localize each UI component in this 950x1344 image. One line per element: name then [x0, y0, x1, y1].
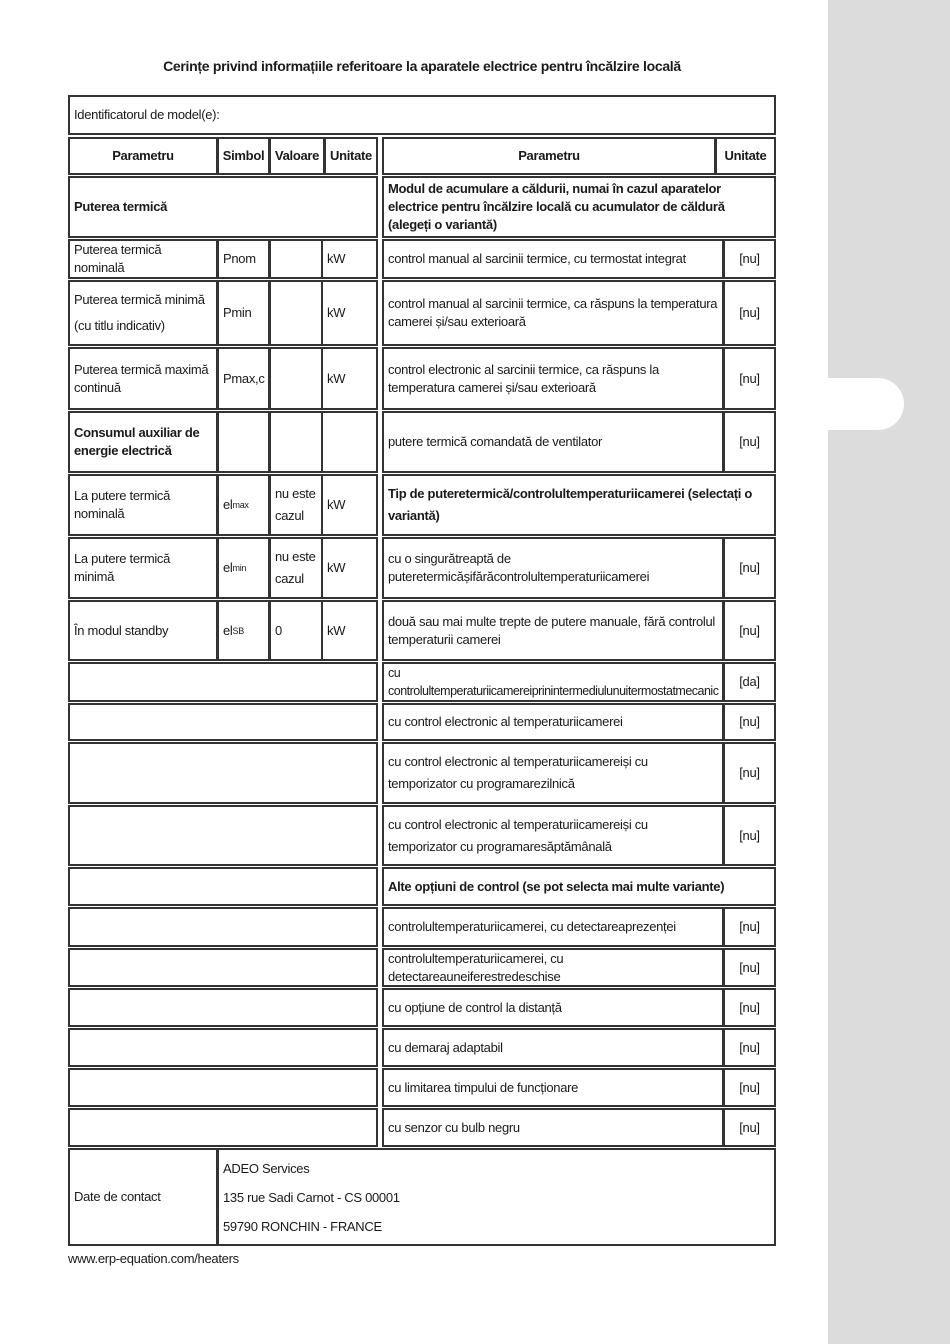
contact-line-company: ADEO Services [223, 1160, 310, 1176]
control-option-label: cu control electronic al temperaturiicamereiși cu temporizator cu programaresăptămânală [382, 805, 724, 866]
aux-standby-symbol-subscript: SB [232, 625, 244, 636]
maximum-heat-output-unit: kW [321, 347, 378, 410]
storage-option-label: control manual al sarcinii termice, cu termostat integrat [382, 239, 724, 279]
auxiliary-consumption-heading: Consumul auxiliar de energie electrică [68, 411, 218, 473]
aux-standby-unit: kW [321, 600, 378, 661]
maximum-heat-output-symbol: Pmax,c [217, 347, 270, 410]
minimum-heat-output-value [269, 280, 325, 346]
other-option-value: [nu] [723, 1068, 776, 1107]
control-option-value: [nu] [723, 537, 776, 599]
control-option-value: [nu] [723, 805, 776, 866]
aux-minimum-value: nu este cazul [269, 537, 325, 599]
control-option-label: cu controlultemperaturiicamereiprinintermediulunuitermostatmecanic [382, 662, 724, 702]
storage-option-value: [nu] [723, 411, 776, 473]
heat-output-heading: Puterea termică [68, 176, 378, 238]
empty-left-cell [68, 867, 378, 906]
empty-left-cell [68, 1028, 378, 1067]
document-title: Cerințe privind informațiile referitoare la aparatele electrice pentru încălzire locală [163, 58, 681, 74]
minimum-heat-output-symbol: Pmin [217, 280, 270, 346]
other-option-value: [nu] [723, 1028, 776, 1067]
empty-left-cell [68, 948, 378, 987]
empty-left-cell [68, 662, 378, 702]
maximum-heat-output-value [269, 347, 325, 410]
model-identifier-label: Identificatorul de model(e): [74, 107, 220, 122]
empty-left-cell [68, 742, 378, 804]
storage-option-label: control electronic al sarcinii termice, ca răspuns la temperatura camerei și/sau exterioară [382, 347, 724, 410]
minimum-heat-output-unit: kW [321, 280, 378, 346]
other-option-value: [nu] [723, 948, 776, 987]
storage-option-value: [nu] [723, 239, 776, 279]
control-option-label: cu control electronic al temperaturiicamereiși cu temporizator cu programarezilnică [382, 742, 724, 804]
empty-left-cell [68, 1108, 378, 1147]
nominal-heat-output-symbol: Pnom [217, 239, 270, 279]
control-option-label: cu o singurătreaptă de puteretermicășifărăcontrolultemperaturiicamerei [382, 537, 724, 599]
storage-option-value: [nu] [723, 347, 776, 410]
other-option-label: cu demaraj adaptabil [382, 1028, 724, 1067]
other-option-value: [nu] [723, 907, 776, 947]
aux-standby-value: 0 [269, 600, 325, 661]
aux-minimum-label: La putere termică minimă [68, 537, 218, 599]
other-option-label: cu senzor cu bulb negru [382, 1108, 724, 1147]
control-option-value: [nu] [723, 703, 776, 741]
contact-details [217, 1148, 776, 1246]
other-control-heading: Alte opțiuni de control (se pot selecta mai multe variante) [382, 867, 776, 906]
storage-option-label: putere termică comandată de ventilator [382, 411, 724, 473]
page-margin-sidebar [828, 0, 950, 1344]
maximum-heat-output-label: Puterea termică maximă continuă [68, 347, 218, 410]
aux-nominal-symbol-subscript: max [232, 500, 249, 510]
nominal-heat-output-unit: kW [321, 239, 378, 279]
contact-label: Date de contact [68, 1148, 218, 1246]
empty-left-cell [68, 703, 378, 741]
model-identifier-row [68, 95, 776, 135]
control-option-label: cu control electronic al temperaturiicamerei [382, 703, 724, 741]
aux-standby-symbol: el SB [217, 600, 270, 661]
header-value: Valoare [269, 137, 325, 175]
other-option-value: [nu] [723, 988, 776, 1027]
empty-left-cell [68, 907, 378, 947]
other-option-value: [nu] [723, 1108, 776, 1147]
other-option-label: cu limitarea timpului de funcționare [382, 1068, 724, 1107]
auxiliary-unit-cell [321, 411, 378, 473]
empty-left-cell [68, 988, 378, 1027]
auxiliary-symbol-cell [217, 411, 270, 473]
empty-left-cell [68, 1068, 378, 1107]
control-option-label: două sau mai multe trepte de putere manuale, fără controlul temperaturii camerei [382, 600, 724, 661]
storage-option-label: control manual al sarcinii termice, ca răspuns la temperatura camerei și/sau exterioară [382, 280, 724, 346]
control-option-value: [nu] [723, 742, 776, 804]
aux-nominal-unit: kW [321, 474, 378, 536]
contact-line-city: 59790 RONCHIN - FRANCE [223, 1218, 382, 1234]
aux-minimum-symbol: el min [217, 537, 270, 599]
other-option-label: controlultemperaturiicamerei, cu detectareaprezenței [382, 907, 724, 947]
header-right-parameter: Parametru [382, 137, 716, 175]
storage-mode-heading: Modul de acumulare a căldurii, numai în cazul aparatelor electrice pentru încălzire locală cu acumulator de căldură (alegeți o variantă) [382, 176, 776, 238]
header-left-parameter: Parametru [68, 137, 218, 175]
aux-minimum-symbol-subscript: min [232, 563, 247, 573]
footer-url: www.erp-equation.com/heaters [68, 1251, 239, 1266]
header-unit: Unitate [324, 137, 378, 175]
aux-nominal-symbol: el max [217, 474, 270, 536]
control-option-value: [nu] [723, 600, 776, 661]
other-option-label: cu opțiune de control la distanță [382, 988, 724, 1027]
contact-line-street: 135 rue Sadi Carnot - CS 00001 [223, 1189, 400, 1205]
aux-nominal-value: nu este cazul [269, 474, 325, 536]
header-right-unit: Unitate [715, 137, 776, 175]
aux-minimum-unit: kW [321, 537, 378, 599]
empty-left-cell [68, 805, 378, 866]
header-symbol: Simbol [217, 137, 270, 175]
aux-standby-label: În modul standby [68, 600, 218, 661]
auxiliary-value-cell [269, 411, 325, 473]
other-option-label: controlultemperaturiicamerei, cu detectareauneiferestredeschise [382, 948, 724, 987]
control-option-value: [da] [723, 662, 776, 702]
control-type-heading: Tip de puteretermică/controlultemperaturiicamerei (selectați o variantă) [382, 474, 776, 536]
nominal-heat-output-value [269, 239, 325, 279]
minimum-heat-output-label: Puterea termică minimă (cu titlu indicativ) [68, 280, 218, 346]
nominal-heat-output-label: Puterea termică nominală [68, 239, 218, 279]
storage-option-value: [nu] [723, 280, 776, 346]
page-edge-tab [828, 378, 904, 430]
aux-nominal-label: La putere termică nominală [68, 474, 218, 536]
